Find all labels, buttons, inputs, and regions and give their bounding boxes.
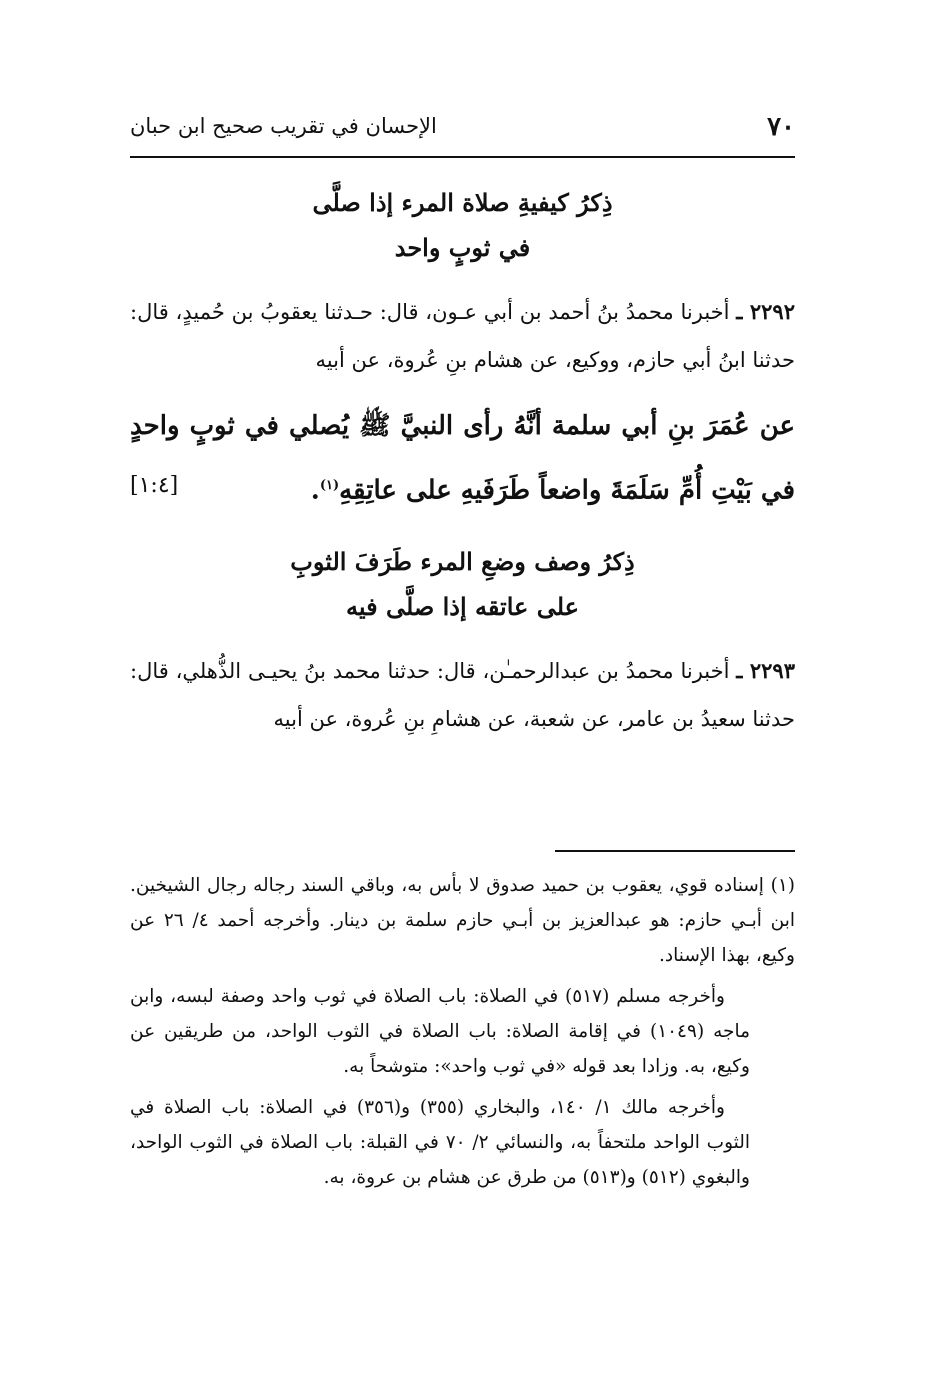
page-number: ٧٠: [767, 112, 795, 142]
section-heading-2: [130, 539, 795, 629]
footnote-marker: (١): [770, 875, 795, 896]
hadith-matn-2292: [130, 396, 795, 521]
isnad-text: أخبرنا محمدُ بنُ أحمد بن أبي عـون، قال: حـدثنا يعقوبُ بن حُميدٍ، قال: حدثنا ابنُ أبي حازم، ووكيع، عن هشام بنِ عُروة، عن أبيه: [130, 300, 795, 372]
hadith-number: ٢٢٩٢ ـ: [736, 299, 795, 324]
hadith-chain-2293: [130, 647, 795, 743]
page-header: [130, 112, 795, 152]
matn-end: .: [310, 475, 320, 506]
section-title-line: ذِكرُ وصف وضعِ المرء طَرَفَ الثوبِ: [290, 546, 635, 576]
main-text: [130, 180, 795, 755]
footnote-paragraph: وأخرجه مالك ١/ ١٤٠، والبخاري (٣٥٥) و(٣٥٦) في الصلاة: باب الصلاة في الثوب الواحد ملتحفاً به، والنسائي ٢/ ٧٠ في القبلة: باب الصلاة في الثوب الواحد، والبغوي (٥١٢) و(٥١٣) من طرق عن هشام بن عروة، به.: [130, 1097, 750, 1188]
footnote-rule: [555, 850, 795, 852]
footnote-paragraph: [130, 868, 795, 973]
footnote-paragraph: وأخرجه مسلم (٥١٧) في الصلاة: باب الصلاة في ثوب واحد وصفة لبسه، وابن ماجه (١٠٤٩) في إقامة الصلاة: باب الصلاة في الثوب الواحد، من طريقين عن وكيع، به. وزادا بعد قوله «في ثوب واحد»: متوشحاً به.: [130, 986, 750, 1077]
section-title-line: في ثوبٍ واحد: [394, 233, 531, 262]
section-title-line: ذِكرُ كيفيةِ صلاة المرء إذا صلَّى: [312, 188, 613, 217]
footnote-marker[interactable]: (١): [319, 478, 340, 493]
hadith-number: ٢٢٩٣ ـ: [736, 657, 795, 683]
section-heading-1: [130, 180, 795, 270]
section-title-line: على عاتقه إذا صلَّى فيه: [346, 591, 579, 621]
footnote-text: إسناده قوي، يعقوب بن حميد صدوق لا بأس به، وباقي السند رجاله رجال الشيخين. ابن أبـي حازم: هو عبدالعزيز بن أبـي حازم سلمة بن دينار. وأخرجه أحمد ٤/ ٢٦ عن وكيع، بهذا الإسناد.: [130, 875, 795, 966]
hadith-chain-2292: [130, 288, 795, 384]
isnad-text: أخبرنا محمدُ بن عبدالرحمـٰن، قال: حدثنا محمد بنُ يحيـى الذُّهلي، قال: حدثنا سعيدُ بن عامر، عن شعبة، عن هشامِ بنِ عُروة، عن أبيه: [130, 658, 795, 731]
running-title: الإحسان في تقريب صحيح ابن حبان: [130, 114, 437, 138]
hadith-reference: [١:٤]: [130, 473, 179, 498]
footnotes: [130, 868, 795, 1201]
header-rule: [130, 156, 795, 158]
matn-text: عن عُمَرَ بنِ أبي سلمة أنَّهُ رأى النبيَّ ﷺ يُصلي في ثوبٍ واحدٍ في بَيْتِ أُمِّ سَلَمَةَ واضعاً طَرَفَيهِ على عاتِقِهِ: [130, 411, 795, 506]
